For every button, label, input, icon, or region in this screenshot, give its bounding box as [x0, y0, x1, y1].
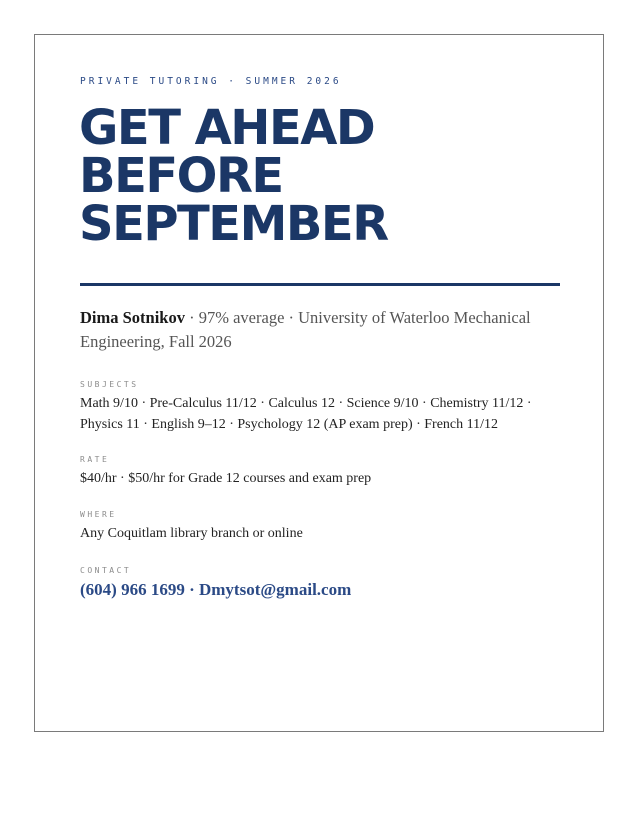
headline-line-3: SEPTEMBER: [79, 196, 388, 252]
tutor-name: Dima Sotnikov: [80, 308, 185, 327]
headline-line-1: GET AHEAD: [79, 100, 375, 156]
subjects-text: Math 9/10 · Pre-Calculus 11/12 · Calculus 12 · Science 9/10 · Chemistry 11/12 · Physics 11 · English 9–12 · Psychology 12 (AP exam prep) · French 11/12: [80, 396, 532, 432]
contact-details[interactable]: (604) 966 1699 · Dmytsot@gmail.com: [80, 580, 352, 599]
headline-line-2: BEFORE: [79, 148, 283, 204]
where-text: Any Coquitlam library branch or online: [80, 526, 303, 541]
rate-label: RATE: [80, 455, 110, 464]
headline: [79, 100, 388, 252]
rate-text: $40/hr · $50/hr for Grade 12 courses and exam prep: [80, 471, 372, 486]
contact-label: CONTACT: [80, 566, 132, 575]
tutor-intro: [80, 306, 560, 354]
subjects-label: SUBJECTS: [80, 380, 139, 389]
eyebrow-tagline: PRIVATE TUTORING · SUMMER 2026: [80, 76, 342, 87]
headline-divider: [80, 283, 560, 286]
tutor-credentials: · 97% average · University of Waterloo Mechanical Engineering, Fall 2026: [80, 308, 531, 351]
where-label: WHERE: [80, 510, 117, 519]
